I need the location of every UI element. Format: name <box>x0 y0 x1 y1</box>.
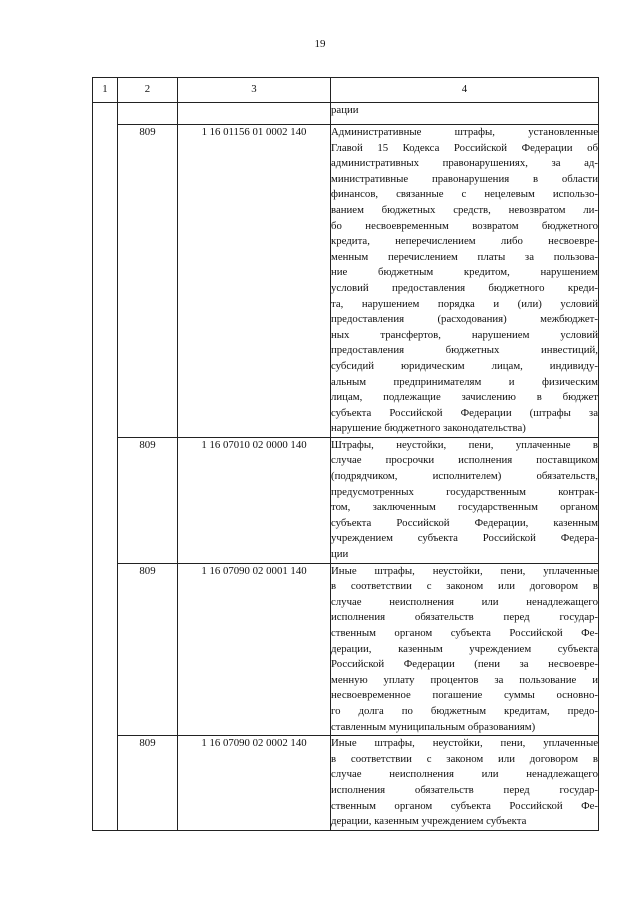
budget-code-cell: 1 16 07090 02 0001 140 <box>178 563 331 736</box>
table-row <box>93 125 599 438</box>
admin-code-cell: 809 <box>118 736 178 831</box>
table-header-row <box>93 78 599 103</box>
description-line: субсидий юридическим лицам, индивиду- <box>331 359 598 372</box>
description-line: менную уплату процентов за пользование и <box>331 673 598 686</box>
description-cell <box>331 563 599 736</box>
description-line: та, нарушением порядка и (или) условий <box>331 297 598 310</box>
budget-classification-table <box>92 77 599 831</box>
table-row <box>93 563 599 736</box>
description-line: Российской Федерации (пени за несвоевре- <box>331 658 598 671</box>
admin-code-cell: 809 <box>118 437 178 563</box>
description-line: несвоевременное погашение суммы основно- <box>331 689 598 702</box>
description-line: ставленным муниципальным образованиям) <box>331 720 536 733</box>
description-line: менным перечислением платы за пользова- <box>331 250 598 263</box>
description-line: случае просрочки исполнения поставщиком <box>331 454 598 467</box>
description-line: министративные правонарушения в области <box>331 172 598 185</box>
page-number: 19 <box>314 38 326 50</box>
table-cell-empty <box>118 103 178 125</box>
description-line: случае неисполнения или ненадлежащего <box>331 768 598 781</box>
empty-column-1-cell <box>93 103 118 831</box>
description-line: предусмотренных государственным контрак- <box>331 485 598 498</box>
table-row <box>93 437 599 563</box>
admin-code-cell: 809 <box>118 125 178 438</box>
budget-code-cell: 1 16 07010 02 0000 140 <box>178 437 331 563</box>
description-line: Иные штрафы, неустойки, пени, уплаченные <box>331 737 598 750</box>
description-line: бо несвоевременным возвратом бюджетного <box>331 219 598 232</box>
description-line: (подрядчиком, исполнителем) обязательств, <box>331 470 598 483</box>
column-header-4: 4 <box>331 78 599 103</box>
table-body <box>93 103 599 831</box>
description-cell <box>331 125 599 438</box>
description-line: исполнения обязательств перед государ- <box>331 611 598 624</box>
admin-code-cell: 809 <box>118 563 178 736</box>
description-line: случае неисполнения или ненадлежащего <box>331 595 598 608</box>
description-line: ванием бюджетных средств, невозвратом ли- <box>331 203 598 216</box>
description-line: административных правонарушениях, за ад- <box>331 157 598 170</box>
description-line: ственным органом субъекта Российской Фе- <box>331 799 598 812</box>
description-line: кредита, неперечислением либо несвоевре- <box>331 235 598 248</box>
description-line: го долга по бюджетным кредитам, предо- <box>331 704 598 717</box>
description-line: субъекта Российской Федерации (штрафы за <box>331 406 598 419</box>
description-line: предоставления (расходования) межбюджет- <box>331 313 598 326</box>
description-line: субъекта Российской Федерации, казенным <box>331 516 598 529</box>
description-line: альным предпринимателям и физическим <box>331 375 598 388</box>
description-line: дерации, казенным учреждением субъекта <box>331 815 527 828</box>
table-row <box>93 736 599 831</box>
description-line: Иные штрафы, неустойки, пени, уплаченные <box>331 564 598 577</box>
column-header-1: 1 <box>93 78 118 103</box>
description-line: условий предоставления бюджетного креди- <box>331 281 598 294</box>
description-line: в соответствии с законом или договором в <box>331 752 598 765</box>
description-line: дерации, казенным учреждением субъекта <box>331 642 598 655</box>
description-line: исполнения обязательств перед государ- <box>331 783 598 796</box>
table-cell-empty <box>178 103 331 125</box>
continuation-text: рации <box>331 103 599 125</box>
description-cell <box>331 437 599 563</box>
description-line: ции <box>331 548 349 561</box>
description-cell <box>331 736 599 831</box>
description-line: лицам, подлежащие зачислению в бюджет <box>331 391 598 404</box>
description-line: финансов, связанные с нецелевым использо- <box>331 188 598 201</box>
table-row-continuation <box>93 103 599 125</box>
budget-code-cell: 1 16 01156 01 0002 140 <box>178 125 331 438</box>
description-line: Главой 15 Кодекса Российской Федерации об <box>331 141 598 154</box>
description-line: Административные штрафы, установленные <box>331 126 598 138</box>
column-header-3: 3 <box>178 78 331 103</box>
description-line: в соответствии с законом или договором в <box>331 580 598 593</box>
description-line: нарушение бюджетного законодательства) <box>331 422 526 435</box>
budget-code-cell: 1 16 07090 02 0002 140 <box>178 736 331 831</box>
description-line: том, заключенным государственным органом <box>331 501 598 514</box>
description-line: Штрафы, неустойки, пени, уплаченные в <box>331 438 598 451</box>
description-line: учреждением субъекта Российской Федера- <box>331 532 598 545</box>
description-line: ственным органом субъекта Российской Фе- <box>331 627 598 639</box>
description-line: ных трансфертов, нарушением условий <box>331 328 598 341</box>
description-line: ние бюджетным кредитом, нарушением <box>331 266 598 279</box>
column-header-2: 2 <box>118 78 178 103</box>
description-line: предоставления бюджетных инвестиций, <box>331 344 598 357</box>
